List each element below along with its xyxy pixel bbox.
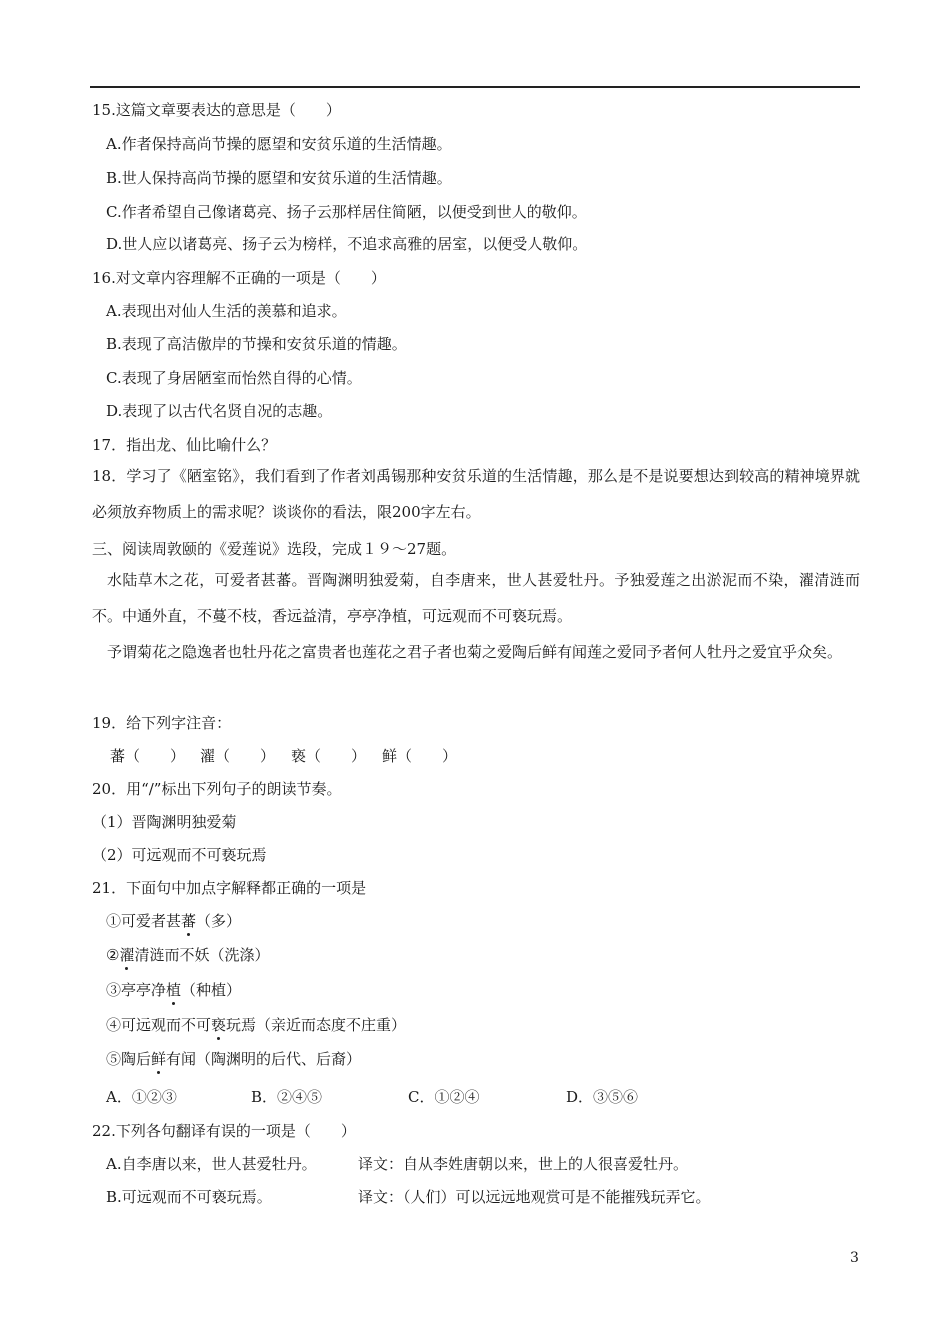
q21-choice-d: D．③⑤⑥ [566, 1088, 639, 1106]
q16-option-c: C.表现了身居陋室而怡然自得的心情。 [106, 369, 362, 387]
q15-option-a: A.作者保持高尚节操的愿望和安贫乐道的生活情趣。 [106, 135, 452, 153]
q19-item-fan: 蕃（ ） [110, 747, 186, 765]
q21-item-text: 可爱者甚 [121, 912, 182, 930]
q21-item-num: ④ [106, 1016, 122, 1034]
q16-option-b: B.表现了高洁傲岸的节操和安贫乐道的情趣。 [106, 335, 407, 353]
emphasis-dot-char: 植 [166, 981, 182, 999]
q21-item-gloss: 清涟而不妖（洗涤） [134, 946, 270, 964]
header-rule [90, 86, 860, 88]
q22-row-b-translation: 译文：（人们）可以远远地观赏可是不能摧残玩弄它。 [358, 1188, 711, 1206]
q21-item-1 [106, 911, 241, 931]
q19-item-xian: 鲜（ ） [382, 747, 458, 765]
q21-item-text: 可远观而不可 [121, 1016, 212, 1034]
emphasis-dot-char: 蕃 [181, 912, 197, 930]
emphasis-dot-char: 鲜 [151, 1050, 167, 1068]
q21-item-3 [106, 980, 241, 1000]
q19-stem: 19．给下列字注音： [92, 714, 232, 732]
q21-item-gloss: 玩焉（亲近而态度不庄重） [226, 1016, 407, 1034]
q19-item-xie: 亵（ ） [291, 747, 367, 765]
q21-stem: 21．下面句中加点字解释都正确的一项是 [92, 879, 367, 897]
q18-stem: 18．学习了《陋室铭》，我们看到了作者刘禹锡那种安贫乐道的生活情趣，那么是不是说要想达到较高的精神境界就必须放弃物质上的需求呢？谈谈你的看法，限200字左右。 [92, 467, 860, 521]
q21-item-num: ③ [106, 981, 122, 999]
q21-item-num: ① [106, 912, 122, 930]
q21-choice-a: A．①②③ [106, 1088, 177, 1106]
emphasis-dot-char: 亵 [211, 1016, 227, 1034]
q21-item-gloss: （多） [196, 912, 242, 930]
q22-row-a-translation: 译文：自从李姓唐朝以来，世上的人很喜爱牡丹。 [358, 1155, 689, 1173]
q21-choice-b: B．②④⑤ [251, 1088, 323, 1106]
q19-item-zhuo: 濯（ ） [200, 747, 276, 765]
page-number: 3 [850, 1250, 859, 1266]
emphasis-dot-char: 濯 [119, 946, 135, 964]
q17-stem: 17．指出龙、仙比喻什么？ [92, 436, 277, 454]
passage-paragraph-2: 予谓菊花之隐逸者也牡丹花之富贵者也莲花之君子者也菊之爱陶后鲜有闻莲之爱同予者何人牡丹之爱宜乎众矣。 [107, 643, 843, 661]
q21-item-num: ⑤ [106, 1050, 122, 1068]
q22-row-a-sentence: A.自李唐以来，世人甚爱牡丹。 [106, 1155, 317, 1173]
q15-option-c: C.作者希望自己像诸葛亮、扬子云那样居住简陋，以便受到世人的敬仰。 [106, 203, 587, 221]
q21-item-2 [106, 945, 269, 965]
q15-option-b: B.世人保持高尚节操的愿望和安贫乐道的生活情趣。 [106, 169, 452, 187]
q21-item-gloss: （种植） [181, 981, 242, 999]
q21-item-text: 陶后 [121, 1050, 152, 1068]
q22-stem: 22.下列各句翻译有误的一项是（ ） [92, 1122, 356, 1140]
q22-row-b-sentence: B.可远观而不可亵玩焉。 [106, 1188, 272, 1206]
q16-option-d: D.表现了以古代名贤自况的志趣。 [106, 402, 333, 420]
q16-stem: 16.对文章内容理解不正确的一项是（ ） [92, 269, 386, 287]
q20-item-2: （2）可远观而不可亵玩焉 [92, 846, 267, 864]
section-3-heading: 三、阅读周敦颐的《爱莲说》选段，完成１９～27题。 [92, 540, 457, 558]
q21-item-gloss: 有闻（陶渊明的后代、后裔） [166, 1050, 362, 1068]
q21-item-text: 亭亭净 [121, 981, 167, 999]
passage-paragraph-1: 水陆草木之花，可爱者甚蕃。晋陶渊明独爱菊，自李唐来，世人甚爱牡丹。予独爱莲之出淤泥而不染，濯清涟而不。中通外直，不蔓不枝，香远益清，亭亭净植，可远观而不可亵玩焉。 [92, 571, 860, 625]
q20-item-1: （1）晋陶渊明独爱菊 [92, 813, 237, 831]
q15-stem: 15.这篇文章要表达的意思是（ ） [92, 101, 341, 119]
q21-item-4 [106, 1015, 406, 1035]
q21-choice-c: C．①②④ [408, 1088, 480, 1106]
q15-option-d: D.世人应以诸葛亮、扬子云为榜样，不追求高雅的居室，以便受人敬仰。 [106, 235, 588, 253]
q21-item-num: ② [106, 946, 120, 964]
q21-item-5 [106, 1049, 361, 1069]
q16-option-a: A.表现出对仙人生活的羡慕和追求。 [106, 302, 347, 320]
q20-stem: 20．用“/”标出下列句子的朗读节奏。 [92, 780, 342, 798]
